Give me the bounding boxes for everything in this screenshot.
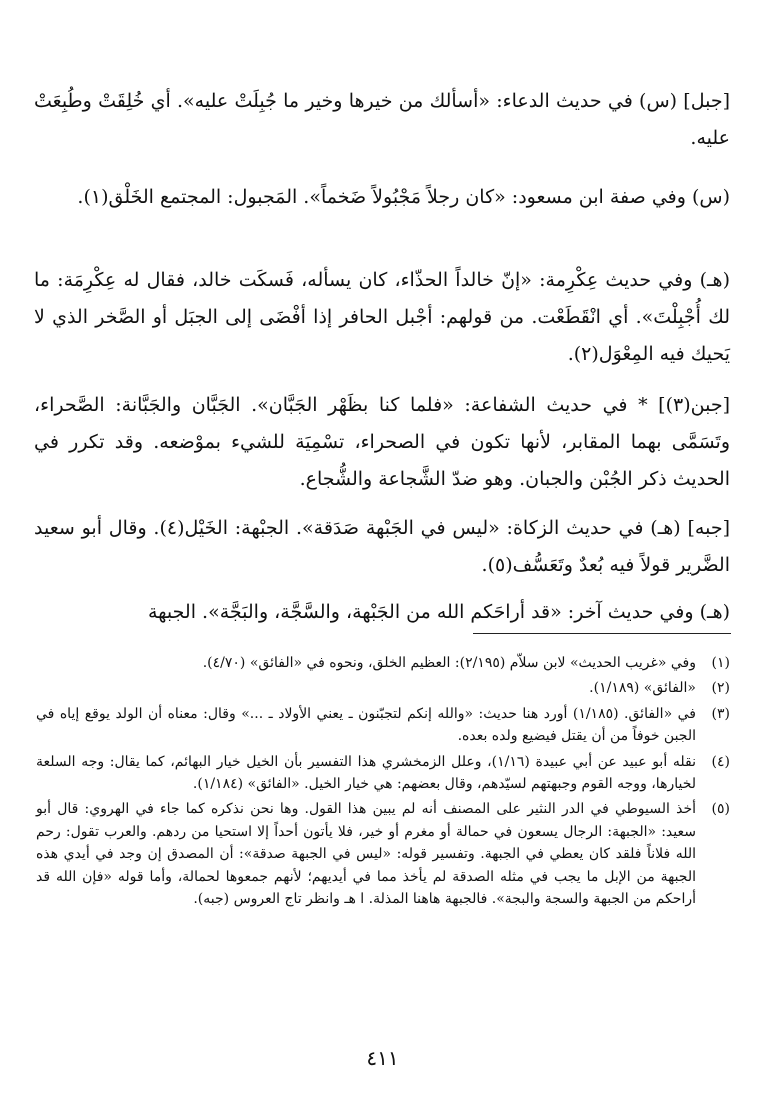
footnote-text: «الفائق» (١/١٨٩).	[589, 680, 696, 697]
footnote-text: أخذ السيوطي في الدر النثير على المصنف أنه لم يبين هذا القول. وها نحن نذكره كما جاء في الهروي: قال أبو سعيد: «الجبهة: الرجال يسعون في حمالة أو مغرم أو خير، فلا يأتون أحداً إلا استحيا من ردهم. والعرب تقول: رحم الله فلاناً فلقد كان يعطي في الجبهة. وتفسير قوله: «ليس في الجبهة صدقة»: أن المصدق إن وجد في أيدي هذه الجبهة من الإبل ما يجب في مثله الصدقة لم يأخذ مما في أيديهم؛ لأنهم جمعوها لحمالة، وأما قوله «فإن الله قد أراحكم من الجبهة والسجة والبجة». فالجبهة هاهنا المذلة. ا هـ وانظر تاج العروس (جبه).	[36, 801, 696, 908]
entry-ibn-masud-paragraph: (س) وفي صفة ابن مسعود: «كان رجلاً مَجْبُولاً ضَخماً». المَجبول: المجتمع الخَلْق(١).	[77, 186, 730, 208]
footnote-5	[36, 798, 730, 910]
entry-jabha-paragraph: [جبه] (هـ) في حديث الزكاة: «ليس في الجَبْهة صَدَقة». الجبْهة: الخَيْل(٤). وقال أبو سعيد الضَّرير قولاً فيه بُعدٌ وتَعَسُّف(٥).	[34, 517, 730, 576]
entry-jubn-paragraph: [جبن(٣)] * في حديث الشفاعة: «فلما كنا بظَهْر الجَبَّان». الجَبَّان والجَبَّانة: الصَّحراء، وتَسَمَّى بهما المقابر، لأنها تكون في الصحراء، تسْمِيَة للشيء بموْضعه. وقد تكرر في الحديث ذكر الجُبْن والجبان. وهو ضدّ الشَّجاعة والشُّجاع.	[34, 394, 730, 490]
footnote-number: (١)	[711, 655, 730, 671]
footnotes	[36, 652, 730, 913]
footnote-2	[36, 677, 730, 699]
footnote-number: (٤)	[711, 753, 730, 770]
footnote-number: (٥)	[711, 801, 730, 818]
entry-jabal-paragraph: [جبل] (س) في حديث الدعاء: «أسألك من خيرها وخير ما جُبِلَتْ عليه». أي خُلِقَتْ وطُبِعَتْ عليه.	[34, 90, 730, 149]
footnote-number: (٣)	[711, 705, 730, 722]
entry-ikrima-paragraph: (هـ) وفي حديث عِكْرِمة: «إنّ خالداً الحذّاء، كان يسأله، فَسكَت خالد، فقال له عِكْرِمَة: ما لك أُجْبِلْتَ». أي انْقَطَعْت. من قولهم: أجْبل الحافر إذا أفْضَى إلى الجبَل أو الصَّخر الذي لا يَحيك فيه المِعْوَل(٢).	[34, 269, 730, 365]
footnote-4	[36, 751, 730, 796]
footnote-divider	[473, 633, 731, 634]
footnote-text: وفي «غريب الحديث» لابن سلاّم (٢/١٩٥): العظيم الخلق، ونحوه في «الفائق» (٤/٧٠).	[202, 655, 696, 671]
entry-another-hadith-paragraph: (هـ) وفي حديث آخر: «قد أراحَكم الله من الجَبْهة، والسَّجَّة، والبَجَّة». الجبهة	[147, 601, 730, 623]
footnote-text: في «الفائق. (١/١٨٥) أورد هنا حديث: «والله إنكم لتجبّنون ـ يعني الأولاد ـ ...» وقال: معناه أن الولد يوقع إياه في الجبن خوفاً من أن يقتل فيضيع ولده بعده.	[36, 705, 696, 745]
footnote-3	[36, 703, 730, 748]
footnote-number: (٢)	[711, 680, 730, 697]
footnote-1	[36, 652, 730, 674]
page-number: ٤١١	[366, 1046, 399, 1070]
footnote-text: نقله أبو عبيد عن أبي عبيدة (١/١٦)، وعلل الزمخشري هذا التفسير بأن الخيل خيار البهائم، كما يقال: وجه السلعة لخيارها، ووجه القوم وجبهتهم لسيّدهم، وقال بعضهم: هي خيار الخيل. «الفائق» (١/١٨٤).	[36, 753, 696, 793]
